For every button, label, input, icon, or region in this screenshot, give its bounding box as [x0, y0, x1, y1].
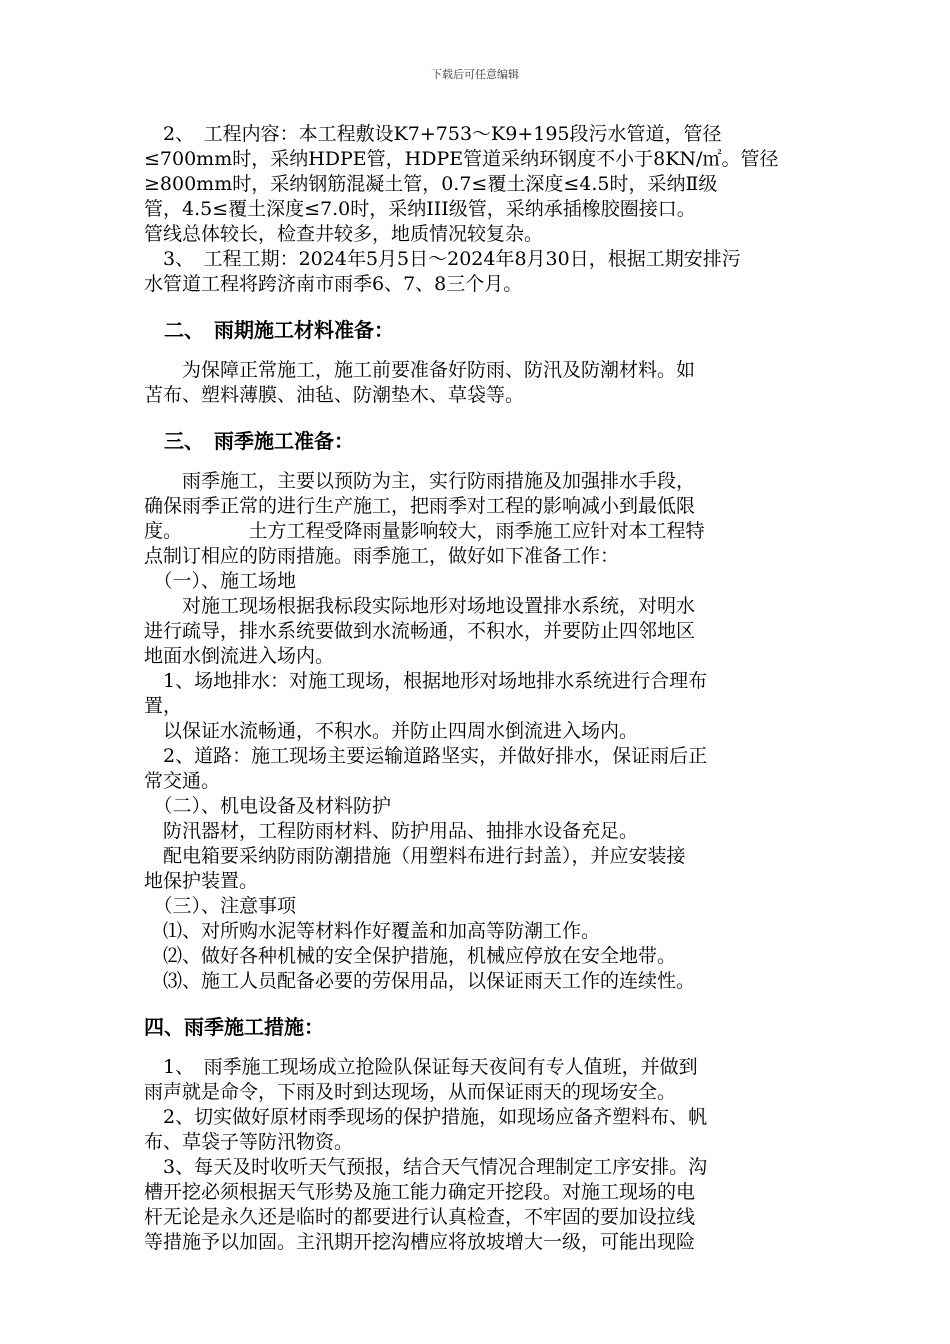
- text-line: 为保障正常施工，施工前要准备好防雨、防汛及防潮材料。如: [144, 359, 696, 381]
- text-line: 置，: [144, 695, 183, 717]
- section-heading: 二、 雨期施工材料准备：: [144, 318, 394, 342]
- text-line: ⑶、施工人员配备必要的劳保用品，以保证雨天工作的连续性。: [144, 970, 696, 992]
- section-heading: 三、 雨季施工准备：: [144, 429, 354, 453]
- paragraph: [144, 247, 804, 297]
- text-line: 2、切实做好原材雨季现场的保护措施，如现场应备齐塑料布、帆: [144, 1106, 708, 1128]
- text-line: 杆无论是永久还是临时的都要进行认真检查，不牢固的要加设拉线: [144, 1206, 696, 1228]
- text-line: 配电箱要采纳防雨防潮措施（用塑料布进行封盖），并应安装接: [144, 845, 686, 867]
- text-line: 槽开挖必须根据天气形势及施工能力确定开挖段。对施工现场的电: [144, 1181, 696, 1203]
- text-line: 雨声就是命令，下雨及时到达现场，从而保证雨天的现场安全。: [144, 1081, 677, 1103]
- text-line: 1、场地排水：对施工现场，根据地形对场地排水系统进行合理布: [144, 670, 708, 692]
- text-line: 2、 工程内容：本工程敷设K7+753～K9+195段污水管道，管径: [144, 123, 722, 145]
- text-line: ⑵、做好各种机械的安全保护措施，机械应停放在安全地带。: [144, 945, 677, 967]
- text-line: 布、草袋子等防汛物资。: [144, 1131, 354, 1153]
- text-line: 水管道工程将跨济南市雨季6、7、8三个月。: [144, 273, 523, 295]
- text-line: 等措施予以加固。主汛期开挖沟槽应将放坡增大一级，可能出现险: [144, 1231, 696, 1253]
- paragraph: [144, 122, 804, 247]
- paragraph: [144, 469, 804, 994]
- text-line: 以保证水流畅通，不积水。并防止四周水倒流进入场内。: [144, 720, 639, 742]
- paragraph: [144, 358, 804, 408]
- text-line: ≤700mm时，采纳HDPE管，HDPE管道采纳环钢度不小于8KN/㎡。管径: [144, 148, 779, 170]
- text-line: （二）、机电设备及材料防护: [144, 795, 392, 817]
- text-line: 地面水倒流进入场内。: [144, 645, 335, 667]
- text-line: ≥800mm时，采纳钢筋混凝土管，0.7≤覆土深度≤4.5时，采纳Ⅱ级: [144, 173, 718, 195]
- text-line: 苫布、塑料薄膜、油毡、防潮垫木、草袋等。: [144, 384, 525, 406]
- document-body: [144, 122, 804, 1255]
- text-line: ⑴、对所购水泥等材料作好覆盖和加高等防潮工作。: [144, 920, 601, 942]
- paragraph: [144, 1055, 804, 1255]
- text-line: 常交通。: [144, 770, 221, 792]
- text-line: （一）、施工场地: [144, 570, 297, 592]
- text-line: 3、每天及时收听天气预报，结合天气情况合理制定工序安排。沟: [144, 1156, 708, 1178]
- text-line: 管线总体较长，检查井较多，地质情况较复杂。: [144, 223, 544, 245]
- text-line: 雨季施工，主要以预防为主，实行防雨措施及加强排水手段，: [144, 470, 696, 492]
- text-line: 1、 雨季施工现场成立抢险队保证每天夜间有专人值班，并做到: [144, 1056, 698, 1078]
- text-line: 确保雨季正常的进行生产施工，把雨季对工程的影响减小到最低限: [144, 495, 696, 517]
- text-line: 3、 工程工期：2024年5月5日～2024年8月30日，根据工期安排污: [144, 248, 741, 270]
- text-line: 点制订相应的防雨措施。雨季施工，做好如下准备工作：: [144, 545, 620, 567]
- text-line: 地保护装置。: [144, 870, 259, 892]
- text-line: 进行疏导，排水系统要做到水流畅通，不积水，并要防止四邻地区: [144, 620, 696, 642]
- text-line: 对施工现场根据我标段实际地形对场地设置排水系统，对明水: [144, 595, 696, 617]
- text-line: （三）、注意事项: [144, 895, 297, 917]
- text-line: 度。 土方工程受降雨量影响较大，雨季施工应针对本工程特: [144, 520, 705, 542]
- section-heading: 四、雨季施工措施：: [144, 1015, 324, 1039]
- text-line: 管，4.5≤覆土深度≤7.0时，采纳III级管，采纳承插橡胶圈接口。: [144, 198, 696, 220]
- page-header: 下载后可任意编辑: [431, 68, 519, 81]
- text-line: 防汛器材，工程防雨材料、防护用品、抽排水设备充足。: [144, 820, 639, 842]
- text-line: 2、道路：施工现场主要运输道路坚实，并做好排水，保证雨后正: [144, 745, 708, 767]
